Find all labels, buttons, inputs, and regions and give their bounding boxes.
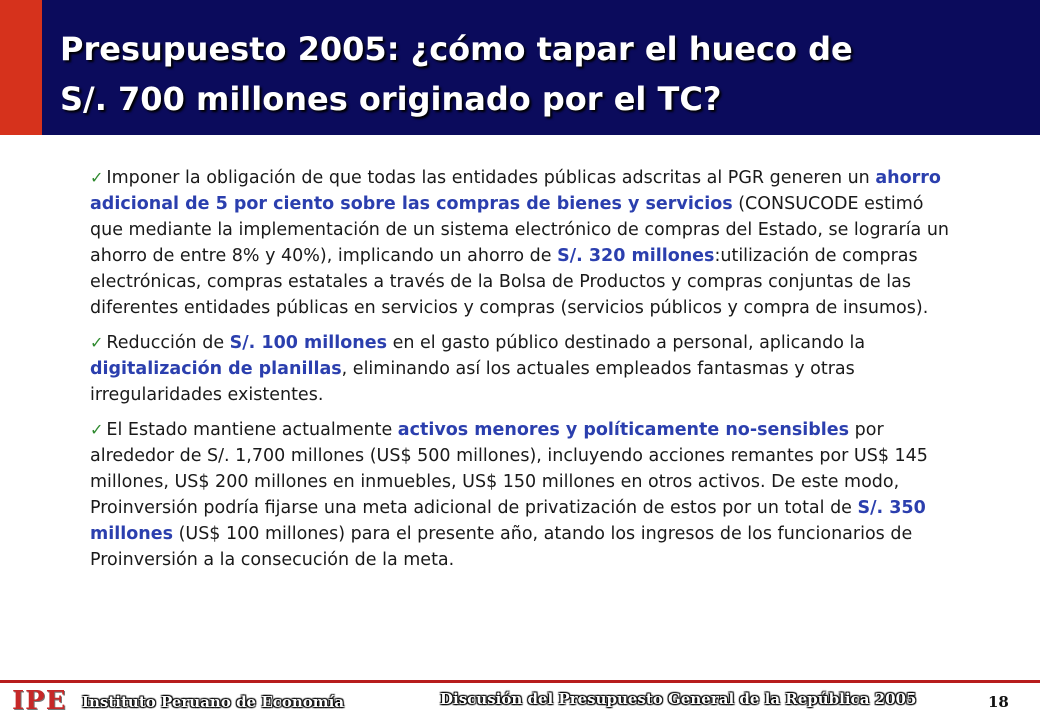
ipe-logo: IPE bbox=[12, 686, 67, 716]
footer-caption: Discusión del Presupuesto General de la República 2005 bbox=[440, 690, 917, 708]
bullet-text: por alrededor de S/. 1,700 millones (US$ 500 millones), incluyendo acciones remantes por US$ 145 millones, US$ 200 millones en inmuebles, US$ 150 millones en otros activos. De este modo, Proinversión podría fijarse una meta adicional de privatización de estos por un total de bbox=[90, 420, 928, 518]
highlight-amount: S/. 100 millones bbox=[229, 333, 388, 353]
slide-title-line-2: S/. 700 millones originado por el TC? bbox=[60, 80, 722, 118]
checkmark-icon: ✓ bbox=[90, 420, 104, 439]
bullet-text: :utilización de compras electrónicas, compras estatales a través de la Bolsa de Productos y compras conjuntas de las diferentes entidades públicas en servicios y compras (servicios públicos y compra de insumos). bbox=[90, 246, 929, 318]
footer-divider bbox=[0, 680, 1040, 683]
bullet-text: , eliminando así los actuales empleados fantasmas y otras irregularidades existentes. bbox=[90, 359, 855, 405]
bullet-text: El Estado mantiene actualmente bbox=[106, 420, 398, 440]
bullet-privatization bbox=[90, 417, 960, 573]
highlight-text: digitalización de planillas bbox=[90, 359, 342, 379]
bullet-text: en el gasto público destinado a personal, aplicando la bbox=[387, 333, 866, 353]
institute-name: Instituto Peruano de Economía bbox=[82, 693, 345, 711]
highlight-text: ahorro adicional de 5 por ciento sobre las compras de bienes y servicios bbox=[90, 168, 941, 214]
checkmark-icon: ✓ bbox=[90, 168, 104, 187]
page-number: 18 bbox=[988, 693, 1009, 711]
bullet-list bbox=[90, 165, 960, 582]
bullet-text: Reducción de bbox=[106, 333, 230, 353]
bullet-text: (US$ 100 millones) para el presente año, atando los ingresos de los funcionarios de Proinversión a la consecución de la meta. bbox=[90, 524, 913, 570]
highlight-amount: S/. 350 millones bbox=[90, 498, 926, 544]
slide-title bbox=[60, 24, 1020, 124]
title-accent-stripe bbox=[0, 0, 42, 135]
bullet-text: Imponer la obligación de que todas las entidades públicas adscritas al PGR generen un bbox=[106, 168, 876, 188]
checkmark-icon: ✓ bbox=[90, 333, 104, 352]
highlight-text: activos menores y políticamente no-sensibles bbox=[397, 420, 850, 440]
slide-title-line-1: Presupuesto 2005: ¿cómo tapar el hueco de bbox=[60, 30, 853, 68]
bullet-payroll bbox=[90, 330, 960, 408]
bullet-text: (CONSUCODE estimó que mediante la implementación de un sistema electrónico de compras del Estado, se lograría un ahorro de entre 8% y 40%), implicando un ahorro de bbox=[90, 194, 950, 266]
bullet-savings bbox=[90, 165, 960, 321]
highlight-amount: S/. 320 millones bbox=[557, 246, 715, 266]
